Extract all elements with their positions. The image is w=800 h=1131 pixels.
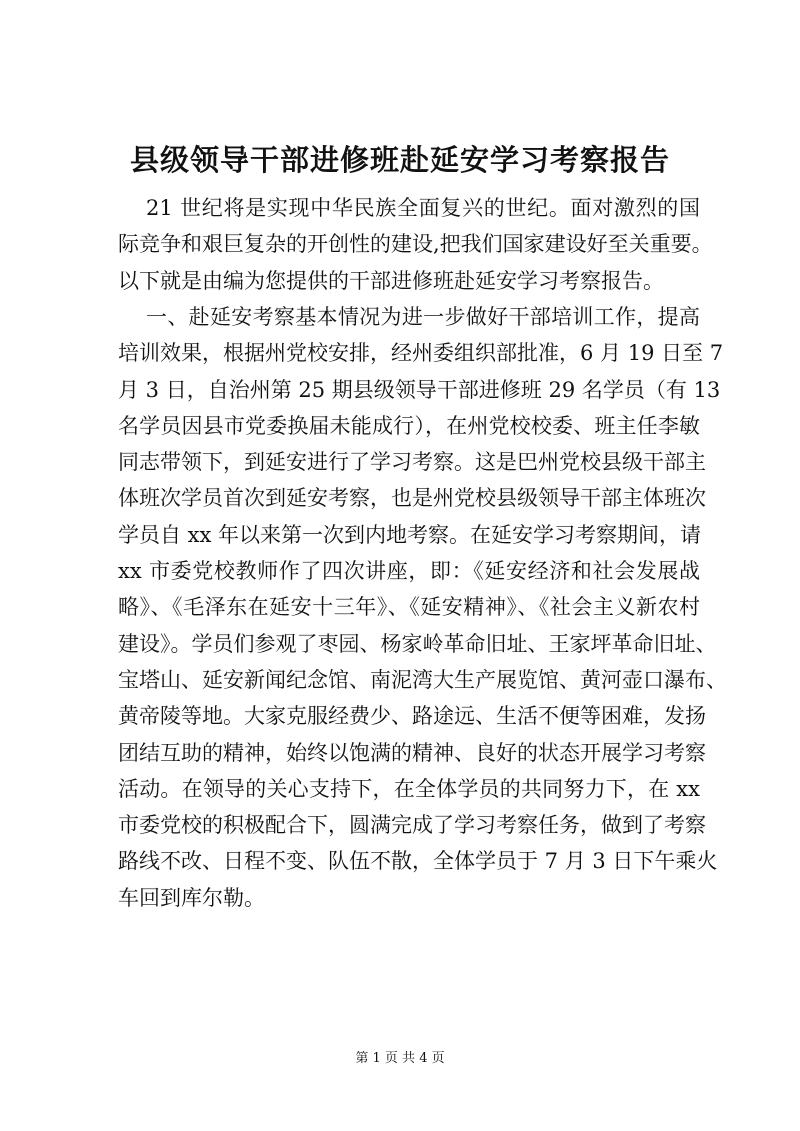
paragraph-line: 同志带领下，到延安进行了学习考察。这是巴州党校县级干部主 (118, 450, 706, 475)
paragraph-line: xx 市委党校教师作了四次讲座，即：《延安经济和社会发展战 (118, 559, 700, 584)
paragraph-line: 学员自 xx 年以来第一次到内地考察。在延安学习考察期间，请 (118, 522, 702, 547)
paragraph-line: 月 3 日，自治州第 25 期县级领导干部进修班 29 名学员（有 13 (118, 377, 721, 402)
paragraph-intro (118, 190, 713, 299)
paragraph-line: 际竞争和艰巨复杂的开创性的建设,把我们国家建设好至关重要。 (118, 232, 713, 257)
page-number-footer: 第 1 页 共 4 页 (355, 1051, 445, 1066)
paragraph-line: 略》、《毛泽东在延安十三年》、《延安精神》、《社会主义新农村 (118, 595, 700, 620)
paragraph-line: 培训效果，根据州党校安排，经州委组织部批准，6 月 19 日至 7 (118, 341, 724, 366)
paragraph-line: 21 世纪将是实现中华民族全面复兴的世纪。面对激烈的国 (146, 196, 700, 220)
paragraph-section-one (118, 299, 727, 916)
paragraph-line: 车回到库尔勒。 (118, 885, 265, 910)
paragraph-line: 以下就是由编为您提供的干部进修班赴延安学习考察报告。 (118, 268, 664, 293)
paragraph-line: 名学员因县市党委换届未能成行），在州党校校委、班主任李敏 (118, 413, 700, 438)
paragraph-line: 黄帝陵等地。大家克服经费少、路途远、生活不便等困难，发扬 (118, 704, 706, 729)
paragraph-line: 宝塔山、延安新闻纪念馆、南泥湾大生产展览馆、黄河壶口瀑布、 (118, 667, 727, 692)
paragraph-line: 市委党校的积极配合下，圆满完成了学习考察任务，做到了考察 (118, 813, 706, 838)
paragraph-line: 建设》。学员们参观了枣园、杨家岭革命旧址、王家坪革命旧址、 (118, 631, 717, 656)
paragraph-line: 一、赴延安考察基本情况为进一步做好干部培训工作，提高 (146, 305, 700, 329)
paragraph-line: 体班次学员首次到延安考察，也是州党校县级领导干部主体班次 (118, 486, 706, 511)
paragraph-line: 团结互助的精神，始终以饱满的精神、良好的状态开展学习考察 (118, 740, 706, 765)
paragraph-line: 路线不改、日程不变、队伍不散，全体学员于 7 月 3 日下午乘火 (118, 849, 718, 874)
document-title: 县级领导干部进修班赴延安学习考察报告 (129, 143, 670, 177)
paragraph-line: 活动。在领导的关心支持下，在全体学员的共同努力下，在 xx (118, 776, 700, 801)
